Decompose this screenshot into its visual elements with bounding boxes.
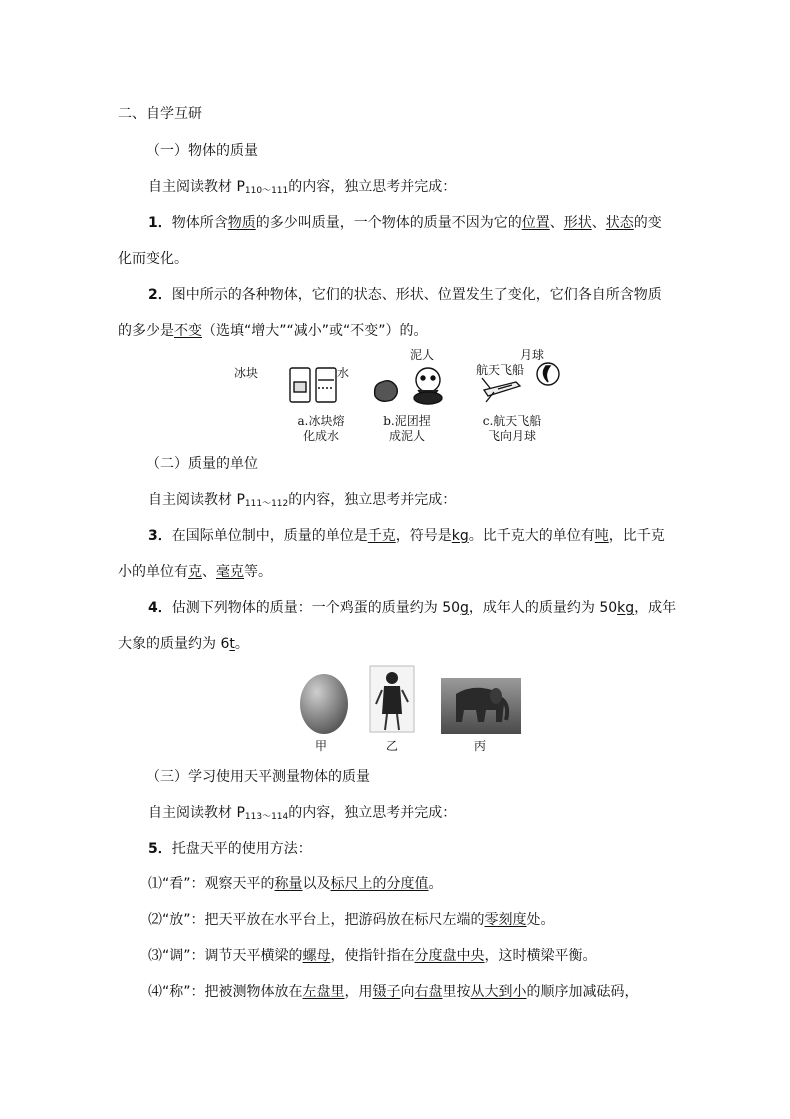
step-place: ⑵“放”：把天平放在水平台上，把游码放在标尺左端的零刻度处。 bbox=[148, 912, 555, 928]
elephant-photo bbox=[441, 678, 521, 734]
answer-blank: 形状 bbox=[563, 215, 592, 231]
question-3-line-2: 小的单位有克、毫克等。 bbox=[118, 564, 272, 580]
question-2-line-2: 的多少是不变（选填“增大”“减小”或“不变”）的。 bbox=[118, 323, 428, 339]
question-4-line-1: 4．估测下列物体的质量：一个鸡蛋的质量约为 50g，成年人的质量约为 50kg，成年 bbox=[148, 600, 677, 616]
spaceship-icon bbox=[482, 378, 520, 402]
answer-blank: 镊子 bbox=[372, 984, 401, 1000]
moon-icon bbox=[537, 363, 559, 385]
answer-blank: 吨 bbox=[594, 528, 609, 544]
section-title: 二、自学互研 bbox=[118, 106, 202, 122]
answer-blank: 物质 bbox=[227, 215, 256, 231]
label-ice: 冰块 bbox=[234, 366, 259, 380]
subsection-2-heading: （二）质量的单位 bbox=[146, 456, 258, 472]
subsection-1-intro: 自主阅读教材 $P_{110\sim 111}$的内容，独立思考并完成： bbox=[148, 179, 457, 196]
caption-jia: 甲 bbox=[315, 739, 328, 753]
answer-blank: 称量 bbox=[274, 876, 303, 892]
caption-c: c.航天飞船 飞向月球 bbox=[482, 414, 542, 443]
answer-blank: t bbox=[229, 636, 235, 652]
answer-blank: kg bbox=[617, 600, 635, 616]
question-4-line-2: 大象的质量约为 6t。 bbox=[118, 636, 249, 652]
step-adjust: ⑶“调”：调节天平横梁的螺母，使指针指在分度盘中央，这时横梁平衡。 bbox=[148, 948, 597, 964]
caption-yi: 乙 bbox=[386, 739, 399, 753]
subsection-3-heading: （三）学习使用天平测量物体的质量 bbox=[146, 769, 370, 785]
answer-blank: kg bbox=[451, 528, 469, 544]
subsection-3-intro: 自主阅读教材 $P_{113\sim 114}$的内容，独立思考并完成： bbox=[148, 805, 457, 822]
answer-blank: 位置 bbox=[521, 215, 550, 231]
question-2-line-1: 2．图中所示的各种物体，它们的状态、形状、位置发生了变化，它们各自所含物质 bbox=[148, 287, 662, 303]
answer-blank: 标尺上的分度值 bbox=[330, 876, 429, 892]
clay-icon bbox=[375, 368, 442, 404]
answer-blank: g bbox=[460, 600, 469, 616]
question-1-line-1: 1．物体所含物质的多少叫质量，一个物体的质量不因为它的位置、形状、状态的变 bbox=[148, 215, 662, 231]
caption-bing: 丙 bbox=[474, 739, 487, 753]
caption-a: a.冰块熔 化成水 bbox=[297, 414, 345, 443]
person-photo bbox=[370, 666, 414, 732]
question-3-line-1: 3．在国际单位制中，质量的单位是千克，符号是kg。比千克大的单位有吨，比千克 bbox=[148, 528, 665, 544]
label-spaceship: 航天飞船 bbox=[476, 363, 525, 377]
answer-blank: 克 bbox=[188, 564, 202, 580]
step-look: ⑴“看”：观察天平的称量以及标尺上的分度值。 bbox=[148, 876, 443, 892]
caption-b: b.泥团捏 成泥人 bbox=[383, 414, 431, 443]
question-5-title: 5．托盘天平的使用方法： bbox=[148, 841, 312, 857]
label-moon: 月球 bbox=[520, 348, 545, 362]
subsection-2-intro: 自主阅读教材 $P_{111\sim 112}$的内容，独立思考并完成： bbox=[148, 492, 457, 509]
answer-blank: 零刻度 bbox=[484, 912, 527, 928]
mass-estimation-figure bbox=[296, 664, 526, 736]
answer-blank: 状态 bbox=[605, 215, 634, 231]
label-clay-person: 泥人 bbox=[410, 348, 435, 362]
subsection-1-heading: （一）物体的质量 bbox=[146, 143, 258, 159]
answer-blank: 左盘里 bbox=[302, 984, 345, 1000]
step-weigh: ⑷“称”：把被测物体放在左盘里，用镊子向右盘里按从大到小的顺序加减砝码， bbox=[148, 984, 639, 1000]
egg-icon bbox=[300, 674, 348, 734]
answer-blank: 毫克 bbox=[216, 564, 244, 580]
answer-blank: 不变 bbox=[174, 323, 202, 339]
answer-blank: 从大到小 bbox=[470, 984, 527, 1000]
label-water: 水 bbox=[337, 366, 350, 380]
answer-blank: 螺母 bbox=[302, 948, 331, 964]
beaker-icon bbox=[290, 368, 336, 402]
question-1-line-2: 化而变化。 bbox=[118, 251, 188, 267]
answer-blank: 右盘 bbox=[414, 984, 443, 1000]
answer-blank: 千克 bbox=[367, 528, 396, 544]
answer-blank: 分度盘中央 bbox=[414, 948, 485, 964]
